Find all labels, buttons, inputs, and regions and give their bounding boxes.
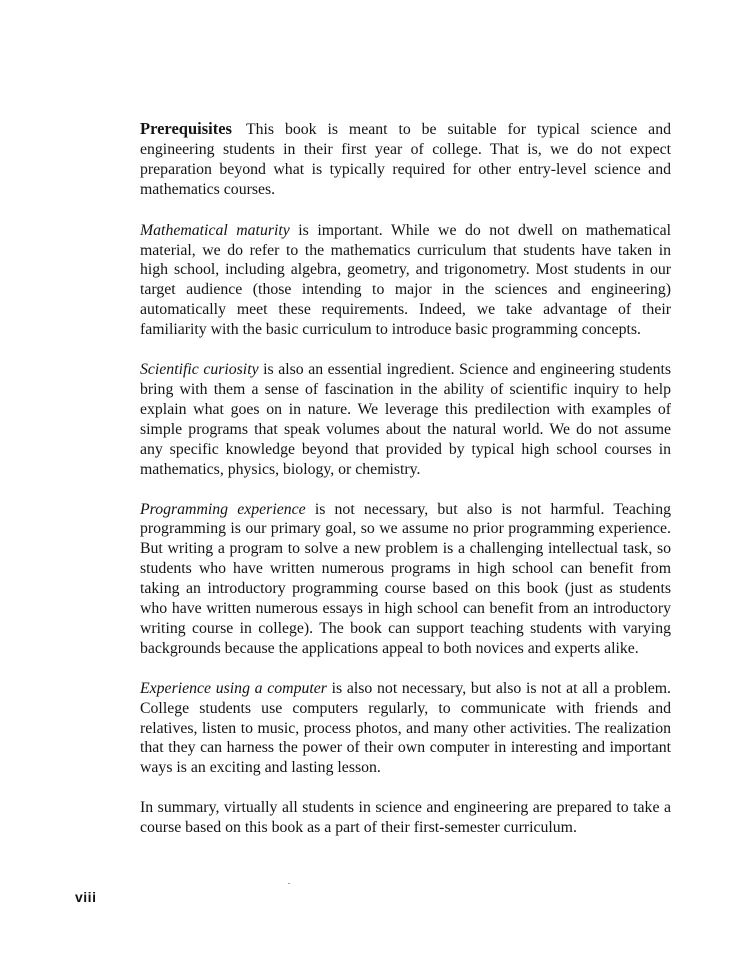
scan-speck bbox=[288, 883, 290, 884]
page-number: viii bbox=[75, 889, 97, 905]
scientific-curiosity-paragraph bbox=[140, 360, 671, 479]
paragraph-text: is also an essential ingredient. Science and engineering students bring with them a sense of fascination in the ability of scientific inquiry to help explain what goes on in nature. We leverage this predilection with examples of simple programs that speak volumes about the natural world. We do not assume any specific knowledge beyond that provided by typical high school courses in mathematics, physics, biology, or chemistry. bbox=[140, 361, 672, 478]
summary-text: In summary, virtually all students in science and engineering are prepared to take a course based on this book as a part of their first-semester curriculum. bbox=[140, 799, 671, 837]
paragraph-lead-term: Mathematical maturity bbox=[140, 221, 290, 239]
paragraph-lead-term: Programming experience bbox=[140, 500, 306, 518]
mathematical-maturity-paragraph bbox=[140, 221, 671, 340]
prerequisites-paragraph bbox=[140, 119, 671, 200]
computer-experience-paragraph bbox=[140, 679, 671, 779]
paragraph-lead-term: Scientific curiosity bbox=[140, 361, 259, 379]
paragraph-text: is not necessary, but also is not harmful. Teaching programming is our primary goal, so we assume no prior programming experience. But writing a program to solve a new problem is a challenging intellectual task, so students who have written numerous programs in high school can benefit from taking an introductory programming course based on this book (just as students who have written numerous essays in high school can benefit from an introductory writing course in college). The book can support teaching students with varying backgrounds because the applications appeal to both novices and experts alike. bbox=[140, 500, 671, 657]
paragraph-lead-term: Experience using a computer bbox=[140, 679, 327, 697]
programming-experience-paragraph bbox=[140, 500, 671, 659]
section-heading: Prerequisites bbox=[140, 119, 232, 138]
page-body bbox=[140, 119, 671, 858]
paragraph-text: is also not necessary, but also is not at all a problem. College students use computers regularly, to communicate with friends and relatives, listen to music, process photos, and many other activities. The realization that they can harness the power of their own computer in interesting and important ways is an exciting and lasting lesson. bbox=[140, 679, 671, 777]
prerequisites-text: This book is meant to be suitable for typical science and engineering students in their first year of college. That is, we do not expect preparation beyond what is typically required for other entry-level science and mathematics courses. bbox=[140, 121, 671, 198]
summary-paragraph bbox=[140, 798, 671, 838]
paragraph-text: is important. While we do not dwell on mathematical material, we do refer to the mathematics curriculum that students have taken in high school, including algebra, geometry, and trigonometry. Most students in our target audience (those intending to major in the sciences and engineering) automatically meet these requirements. Indeed, we take advantage of their familiarity with the basic curriculum to introduce basic programming concepts. bbox=[140, 221, 671, 339]
